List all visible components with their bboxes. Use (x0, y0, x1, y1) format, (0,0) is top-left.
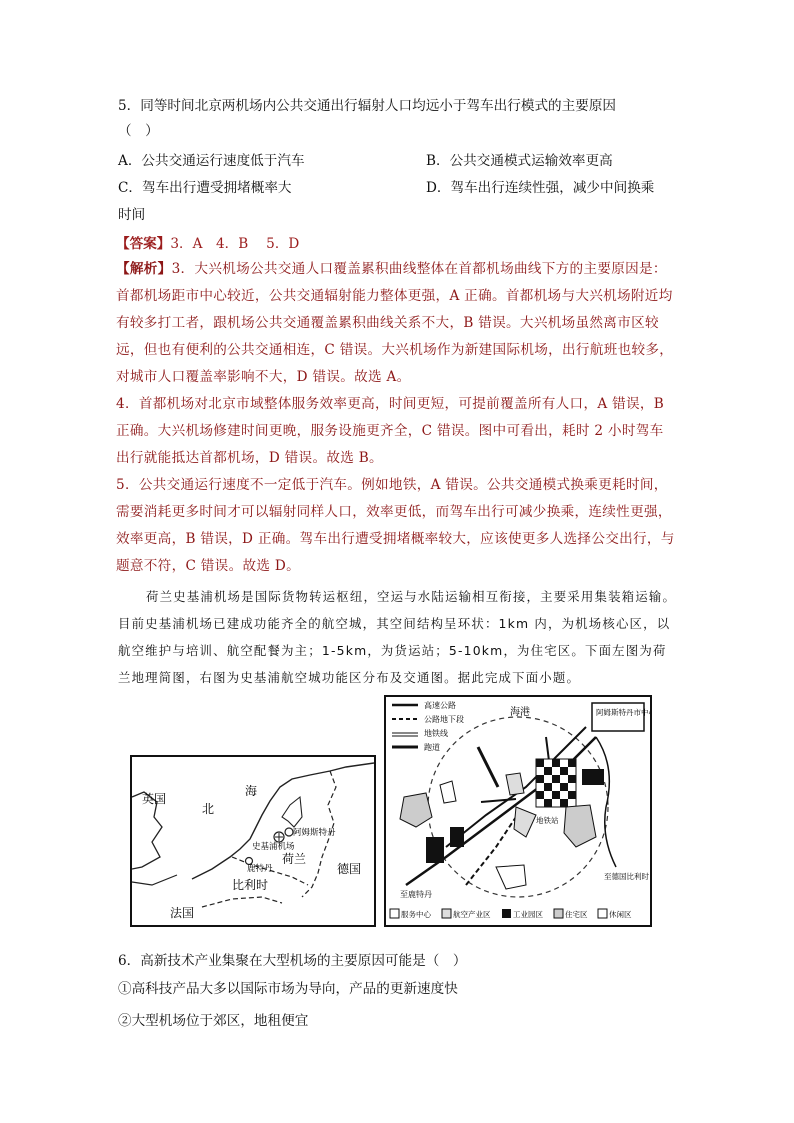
answer-text: 3．A 4．B 5．D (170, 236, 300, 252)
legend-aviation: 航空产业区 (453, 910, 491, 919)
leisure-zone-1 (496, 865, 526, 889)
channel-coast (132, 875, 177, 885)
q6-option-2: ②大型机场位于郊区，地租便宜 (118, 1013, 309, 1029)
analysis-tag: 【解析】 (116, 261, 172, 277)
legend-highway: 高速公路 (424, 701, 456, 710)
analysis-4: 4．首都机场对北京市域整体服务效率更高，时间更短，可提前覆盖所有人口，A 错误，B 正确。大兴机场修建时间更晚，服务设施更齐全，C 错误。图中可看出，耗时 2 小时驾车出行就能抵达首都机场，D 错误。故选 B。 (116, 396, 665, 466)
legend-aviation-swatch (442, 909, 451, 918)
industrial-zone-3 (450, 827, 464, 847)
road-east (596, 737, 616, 867)
label-rotterdam: 鹿特丹 (247, 864, 273, 874)
legend-service-swatch (390, 909, 399, 918)
label-france: 法国 (170, 906, 195, 920)
legend-residential: 住宅区 (565, 910, 588, 919)
legend-underground: 公路地下段 (424, 715, 464, 724)
legend-industrial: 工业园区 (513, 910, 543, 919)
passage: 荷兰史基浦机场是国际货物转运枢纽，空运与水陆运输相互衔接，主要采用集装箱运输。目前史基浦机场已建成功能齐全的航空城，其空间结构呈环状：1km 内，为机场核心区，以航空维护与培训、航空配餐为主；1-5km，为货运站；5-10km，为住宅区。下面左图为荷兰地理简图，右图为史基浦航空城功能区分布及交通图。据此完成下面小题。 (118, 589, 677, 685)
legend-leisure: 休闲区 (609, 910, 632, 919)
runway-2 (481, 799, 516, 802)
q5-option-d: D．驾车出行连续性强，减少中间换乘 (426, 180, 655, 196)
q5-stem: 5．同等时间北京两机场内公共交通出行辐射人口均远小于驾车出行模式的主要原因 (118, 98, 617, 114)
legend-metro: 地铁线 (424, 729, 448, 738)
answer-tag: 【答案】 (116, 236, 171, 252)
label-netherlands: 荷兰 (282, 852, 307, 866)
schiphol-airport-city-map (384, 695, 652, 927)
analysis-3-text: 3．大兴机场公共交通人口覆盖累积曲线整体在首都机场曲线下方的主要原因是：首都机场距市中心较近，公共交通辐射能力整体更强，A 正确。首都机场与大兴机场附近均有较多打工者，跟机场公共交通覆盖累积曲线关系不大，B 错误。大兴机场虽然离市区较远，但也有便利的公共交通相连，C 错误。大兴机场作为新建国际机场，出行航班也较多，对城市人口覆盖率影响不大，D 错误。故选 A。 (116, 261, 674, 385)
amsterdam-marker (285, 828, 293, 836)
q5-option-c: C．驾车出行遭受拥堵概率大 (118, 180, 292, 196)
aviation-industry-zone-2 (514, 807, 536, 837)
label-belgium: 比利时 (232, 878, 269, 892)
netherlands-map-svg (132, 757, 374, 925)
q5-paren: （ ） (118, 123, 159, 139)
analysis-5: 5．公共交通运行速度不一定低于汽车。例如地铁，A 错误。公共交通模式换乘更耗时间，需要消耗更多时间才可以辐射同样人口，效率更低，而驾车出行可减少换乘，连续性更强，效率更高，B 错误，D 正确。驾车出行遭受拥堵概率较大，应该使更多人选择公交出行，与题意不符，C 错误。故选 D。 (116, 477, 675, 574)
q5-option-d-cont: 时间 (118, 207, 146, 223)
runway-1 (478, 747, 498, 787)
answer-line (116, 232, 299, 252)
legend-leisure-swatch (598, 909, 607, 918)
label-to-rotterdam: 至鹿特丹 (400, 890, 432, 899)
label-schiphol: 史基浦机场 (252, 842, 295, 852)
legend-residential-swatch (554, 909, 563, 918)
legend-runway: 跑道 (424, 743, 440, 752)
label-uk: 英国 (142, 792, 167, 806)
q6-option-1: ①高科技产品大多以国际市场为导向，产品的更新速度快 (118, 981, 458, 997)
q5-option-a: A．公共交通运行速度低于汽车 (118, 153, 305, 169)
label-sea: 海 (245, 784, 258, 798)
ijsselmeer (282, 797, 302, 827)
industrial-zone-1 (582, 769, 604, 785)
aviation-industry-zone-1 (506, 773, 524, 795)
belgian-french-border (202, 897, 282, 907)
leisure-zone-2 (440, 781, 456, 803)
industrial-zone-2 (426, 837, 444, 863)
label-to-belgium: 至德国比利时 (604, 872, 649, 881)
schiphol-map-svg (386, 697, 650, 925)
q6-stem: 6．高新技术产业集聚在大型机场的主要原因可能是（ ） (118, 953, 467, 969)
legend-industrial-swatch (502, 909, 511, 918)
label-germany: 德国 (337, 862, 362, 876)
analysis-3 (116, 256, 676, 391)
legend-service: 服务中心 (401, 910, 431, 919)
label-city-center: 阿姆斯特丹市中心 (596, 708, 650, 717)
label-seaport: 海港 (510, 707, 530, 718)
label-amsterdam: 阿姆斯特丹 (293, 828, 336, 838)
q5-option-b: B．公共交通模式运输效率更高 (426, 153, 613, 169)
label-north: 北 (202, 802, 215, 816)
residential-zone-1 (400, 793, 432, 827)
residential-zone-2 (564, 805, 596, 847)
label-metro-station: 地铁站 (536, 816, 559, 825)
netherlands-map (130, 755, 376, 927)
